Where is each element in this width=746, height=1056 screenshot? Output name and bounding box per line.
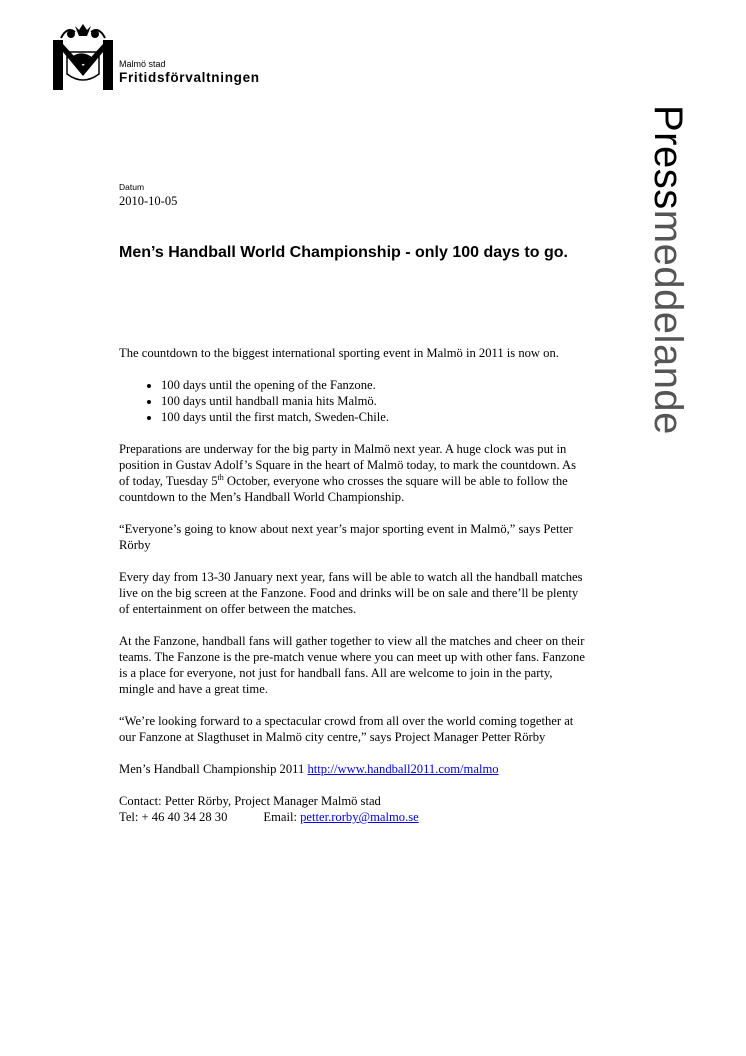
fanzone-paragraph: At the Fanzone, handball fans will gather together to view all the matches and cheer on their teams. The Fanzone is the pre-match venue where you can meet up with other fans. Fanzone is a place for everyone, not just for handball fans. All are welcome to join in the party, mingle and have a great time.: [119, 634, 585, 696]
press-release-body: [119, 345, 589, 841]
countdown-list: [119, 377, 589, 425]
contact-block: [119, 793, 589, 825]
vertical-title-part2: meddelande: [646, 209, 690, 435]
project-manager-quote-paragraph: “We’re looking forward to a spectacular crowd from all over the world coming together at our Fanzone at Slagthuset in Malmö city centre,” says Project Manager Petter Rörby: [119, 714, 574, 744]
intro-paragraph: The countdown to the biggest international sporting event in Malmö in 2011 is now on.: [119, 346, 559, 360]
org-name-department: Fritidsförvaltningen: [119, 70, 260, 85]
contact-email-link[interactable]: petter.rorby@malmo.se: [300, 810, 419, 824]
website-line: [119, 761, 589, 777]
big-screen-paragraph: Every day from 13-30 January next year, fans will be able to watch all the handball matches live on the big screen at the Fanzone. Food and drinks will be on sale and there’ll be plenty of entertainment on offer between the matches.: [119, 570, 583, 616]
contact-tel: Tel: + 46 40 34 28 30: [119, 810, 228, 824]
website-line-text: Men’s Handball Championship 2011: [119, 762, 308, 776]
date-label: Datum: [119, 182, 145, 192]
preparations-paragraph: [119, 441, 589, 505]
list-item: • 100 days until the first match, Sweden-Chile.: [161, 409, 589, 425]
org-name-small: Malmö stad: [119, 59, 166, 69]
quote-paragraph: “Everyone’s going to know about next year’s major sporting event in Malmö,” says Petter Rörby: [119, 522, 573, 552]
list-item: • 100 days until handball mania hits Malmö.: [161, 393, 589, 409]
contact-email-label: Email:: [263, 810, 301, 824]
list-item: • 100 days until the opening of the Fanzone.: [161, 377, 589, 393]
ordinal-suffix: th: [217, 472, 224, 482]
vertical-title-part1: Press: [646, 105, 690, 210]
preparations-text-after: October, everyone who crosses the square will be able to follow the countdown to the Men’s Handball World Championship.: [119, 474, 568, 504]
headline: Men’s Handball World Championship - only 100 days to go.: [119, 244, 568, 261]
contact-phone-email-line: [119, 810, 419, 824]
preparations-text-before: Preparations are underway for the big party in Malmö next year. A huge clock was put in position in Gustav Adolf’s Square in the heart of Malmö today, to mark the countdown. As of today, Tuesday 5: [119, 442, 577, 488]
contact-line: Contact: Petter Rörby, Project Manager Malmö stad: [119, 794, 381, 808]
malmo-coat-of-arms-icon: [53, 22, 113, 90]
website-link[interactable]: http://www.handball2011.com/malmo: [307, 762, 499, 776]
press-release-vertical-title: [648, 105, 688, 435]
date-value: 2010-10-05: [119, 194, 178, 208]
